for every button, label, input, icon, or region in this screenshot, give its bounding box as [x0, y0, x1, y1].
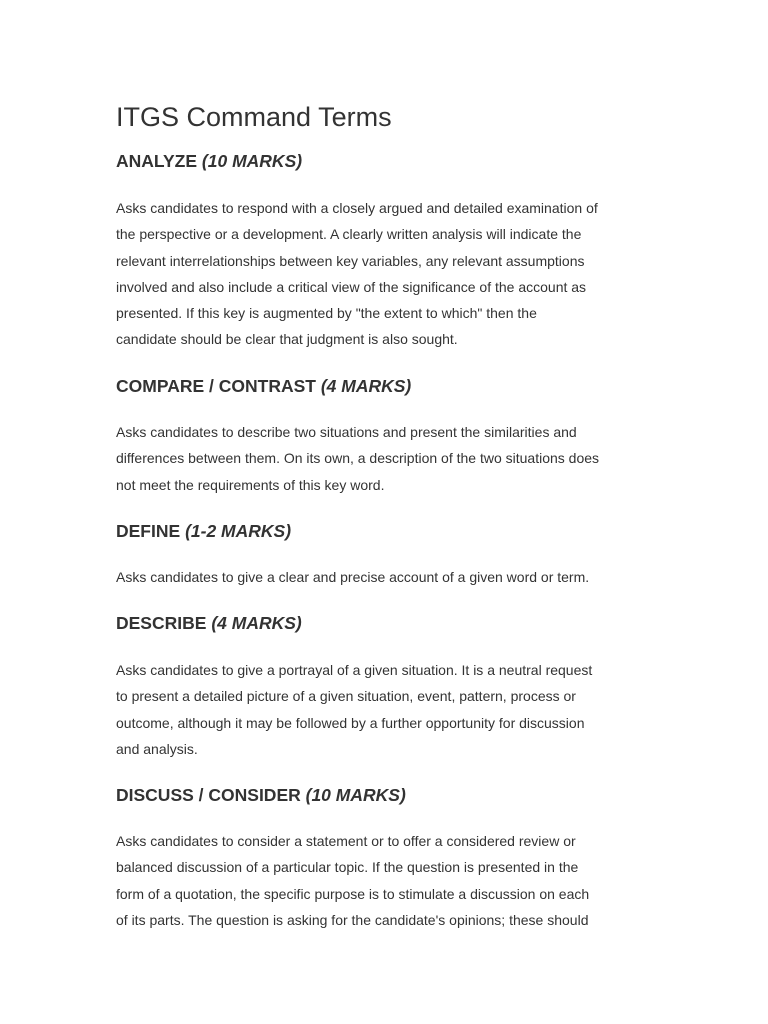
text-line: candidate should be clear that judgment is also sought. — [116, 331, 458, 348]
term-name: COMPARE / CONTRAST — [116, 376, 316, 396]
text-line: form of a quotation, the specific purpose is to stimulate a discussion on each — [116, 885, 590, 902]
term-name: DEFINE — [116, 521, 181, 541]
text-line: not meet the requirements of this key word. — [116, 476, 385, 493]
term-marks: (10 MARKS) — [201, 151, 303, 171]
term-heading-describe — [116, 612, 302, 634]
term-heading-compare-contrast — [116, 375, 411, 397]
term-description-define — [116, 564, 656, 590]
term-marks: (4 MARKS) — [320, 376, 412, 396]
text-line: balanced discussion of a particular topic. If the question is presented in the — [116, 859, 579, 876]
text-line: involved and also include a critical view of the significance of the account as — [116, 278, 587, 295]
term-marks: (1-2 MARKS) — [185, 521, 292, 541]
term-heading-define — [116, 520, 291, 542]
term-description-discuss-consider — [116, 828, 656, 933]
term-marks: (4 MARKS) — [211, 613, 302, 633]
text-line: Asks candidates to consider a statement or to offer a considered review or — [116, 833, 576, 849]
text-line: Asks candidates to respond with a closely argued and detailed examination of — [116, 200, 598, 216]
text-line: presented. If this key is augmented by "the extent to which" then the — [116, 305, 537, 322]
text-line: Asks candidates to give a clear and precise account of a given word or term. — [116, 569, 590, 585]
text-line: Asks candidates to give a portrayal of a given situation. It is a neutral request — [116, 662, 593, 678]
text-line: relevant interrelationships between key variables, any relevant assumptions — [116, 252, 585, 269]
term-name: DESCRIBE — [116, 613, 207, 633]
term-description-compare-contrast — [116, 419, 656, 498]
term-marks: (10 MARKS) — [305, 785, 406, 805]
page-title: ITGS Command Terms — [116, 102, 392, 132]
term-description-analyze — [116, 195, 656, 353]
term-heading-analyze — [116, 150, 302, 172]
text-line: differences between them. On its own, a description of the two situations does — [116, 450, 600, 467]
text-line: and analysis. — [116, 740, 198, 757]
text-line: to present a detailed picture of a given situation, event, pattern, process or — [116, 688, 576, 705]
term-name: DISCUSS / CONSIDER — [116, 785, 301, 805]
text-line: outcome, although it may be followed by a further opportunity for discussion — [116, 714, 585, 731]
term-description-describe — [116, 657, 656, 762]
term-heading-discuss-consider — [116, 784, 406, 806]
text-line: the perspective or a development. A clearly written analysis will indicate the — [116, 226, 582, 243]
term-name: ANALYZE — [116, 151, 198, 171]
text-line: Asks candidates to describe two situations and present the similarities and — [116, 424, 577, 440]
text-line: of its parts. The question is asking for the candidate's opinions; these should — [116, 911, 589, 928]
